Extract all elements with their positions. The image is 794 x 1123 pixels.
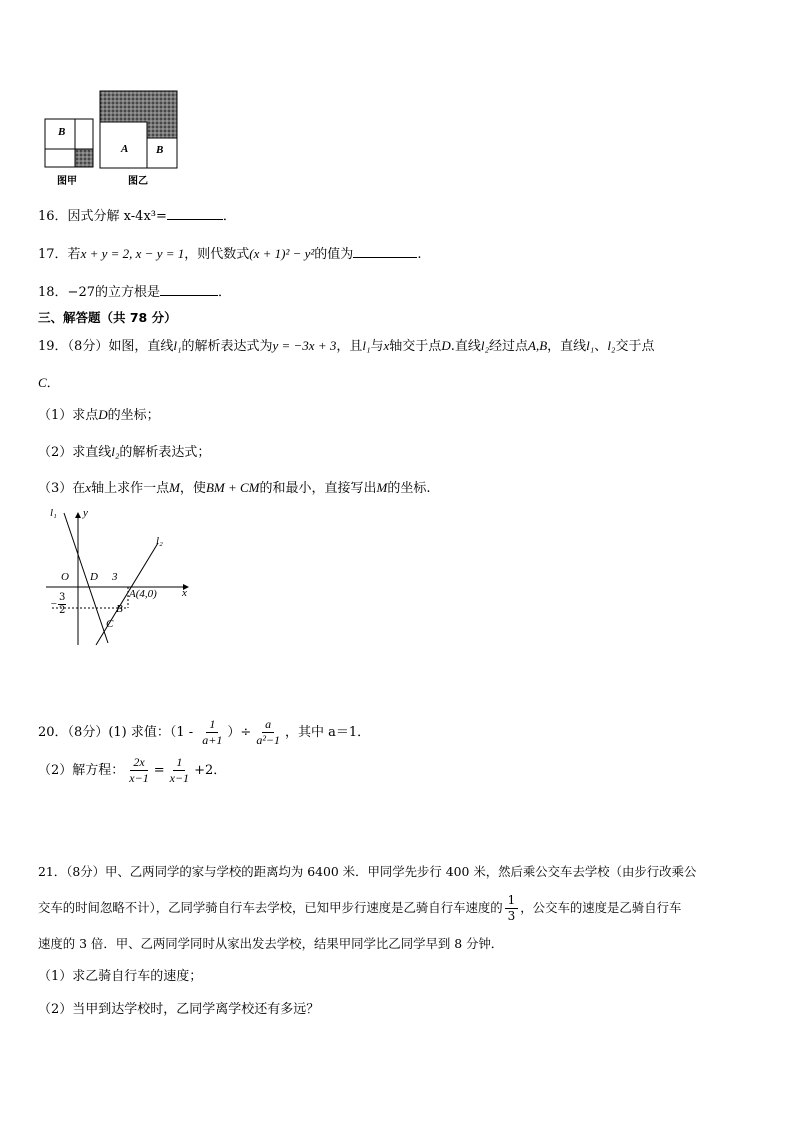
q19-c: C bbox=[38, 375, 47, 390]
q20-f4-den: x−1 bbox=[169, 771, 190, 785]
graph-fraction bbox=[58, 592, 66, 617]
graph-a-label: A(4,0) bbox=[129, 588, 157, 600]
graph-frac-num: 3 bbox=[59, 592, 66, 603]
graph-minus-label: − bbox=[50, 598, 58, 610]
question-17 bbox=[38, 243, 421, 265]
q17-answer-blank[interactable] bbox=[353, 243, 417, 258]
q20-f3-den: x−1 bbox=[129, 771, 149, 785]
q19-stem-f: .直线 bbox=[450, 339, 481, 354]
q19-part3-sum: BM + CM bbox=[205, 480, 260, 495]
q19-x: x bbox=[383, 338, 390, 353]
question-19-part-2 bbox=[38, 442, 210, 463]
q20-f1-den: a+1 bbox=[202, 733, 223, 747]
q20-line2-a: （2）解方程： bbox=[38, 763, 125, 778]
graph-3-label: 3 bbox=[112, 571, 118, 583]
graph-frac-den: 2 bbox=[59, 605, 66, 616]
q16-text: 因式分解 x-4x³= bbox=[67, 209, 167, 224]
q19-part3-a: （3）在 bbox=[38, 481, 86, 496]
q18-text: −27的立方根是 bbox=[67, 285, 160, 300]
question-16 bbox=[38, 205, 236, 227]
question-19-part-1 bbox=[38, 405, 160, 426]
question-21-line-3: 速度的 3 倍．甲、乙两同学同时从家出发去学校，结果甲同学比乙同学早到 8 分钟． bbox=[38, 936, 504, 951]
q17-mid: ，则代数式 bbox=[184, 247, 250, 262]
q20-fraction-4 bbox=[167, 755, 192, 786]
q19-part3-e: 的坐标. bbox=[387, 481, 431, 496]
q21-fraction bbox=[505, 893, 519, 924]
q17-end: . bbox=[417, 247, 422, 262]
question-19-stem-cont bbox=[38, 373, 60, 394]
line-l1 bbox=[64, 513, 108, 643]
q18-answer-blank[interactable] bbox=[160, 281, 218, 296]
q21-frac-num: 1 bbox=[505, 893, 519, 909]
q17-expression: (x + 1)² − y² bbox=[249, 246, 315, 261]
question-20-part-1 bbox=[38, 716, 370, 750]
q16-number: 16． bbox=[38, 209, 68, 224]
q20-f2-den: a²−1 bbox=[256, 733, 281, 747]
q19-stem-e: 轴交于点 bbox=[389, 339, 442, 354]
q19-stem-g: 经过点 bbox=[488, 339, 528, 354]
q19-l1-2: l₁ bbox=[362, 338, 371, 353]
q19-ab: A,B bbox=[528, 338, 548, 353]
q18-number: 18． bbox=[38, 285, 68, 300]
q19-part3-m2: M bbox=[376, 480, 388, 495]
q19-part2-b: 的解析表达式； bbox=[119, 445, 211, 460]
q19-part1-d: D bbox=[98, 407, 108, 422]
q19-part2-a: （2）求直线 bbox=[38, 445, 112, 460]
question-20-part-2 bbox=[38, 754, 226, 788]
question-19-stem bbox=[38, 336, 654, 357]
q20-f3-num: 2x bbox=[130, 755, 147, 771]
q21-line2-b: ，公交车的速度是乙骑自行车 bbox=[520, 900, 682, 915]
figure-jia-caption: 图甲 bbox=[57, 176, 77, 187]
question-18 bbox=[38, 281, 231, 303]
q19-part1-b: 的坐标； bbox=[107, 408, 160, 423]
q19-stem-k: ． bbox=[46, 376, 60, 391]
q20-f4-num: 1 bbox=[173, 755, 185, 771]
q17-number: 17． bbox=[38, 247, 68, 262]
graph-l1-label: l₁ bbox=[50, 507, 57, 519]
question-21-line-1: 21．（8分）甲、乙两同学的家与学校的距离均为 6400 米．甲同学先步行 400 米，然后乘公交车去学校（由步行改乘公 bbox=[38, 864, 697, 879]
question-21-part-2: （2）当甲到达学校时，乙同学离学校还有多远？ bbox=[38, 1002, 320, 1017]
graph-y-label: y bbox=[83, 507, 88, 519]
q17-prefix: 若 bbox=[67, 247, 81, 262]
q19-stem-c: ，且 bbox=[336, 339, 363, 354]
q20-fraction-1 bbox=[199, 717, 225, 748]
q16-answer-blank[interactable] bbox=[167, 205, 223, 220]
q20-fraction-2 bbox=[253, 717, 283, 748]
q19-part2-l2: l₂ bbox=[111, 444, 120, 459]
figure-jia-shaded bbox=[76, 150, 93, 167]
q19-part3-x: x bbox=[85, 480, 92, 495]
q19-part1-a: （1）求点 bbox=[38, 408, 99, 423]
question-21-line-2 bbox=[38, 891, 681, 925]
q19-graph bbox=[36, 505, 196, 650]
question-19-part-3 bbox=[38, 478, 430, 499]
q19-stem-i: 、 bbox=[594, 339, 608, 354]
q20-line2-b: +2． bbox=[194, 763, 227, 778]
q19-stem-b: 的解析表达式为 bbox=[181, 339, 273, 354]
graph-d-label: D bbox=[90, 571, 98, 583]
q19-part3-c: ，使 bbox=[179, 481, 206, 496]
graph-c-label: C bbox=[106, 618, 114, 630]
question-21-part-1: （1）求乙骑自行车的速度； bbox=[38, 969, 203, 984]
graph-l2-label: l₂ bbox=[156, 535, 163, 547]
figure-top bbox=[40, 86, 190, 188]
graph-o-label: O bbox=[61, 571, 69, 583]
q19-l1-3: l₁ bbox=[586, 338, 595, 353]
q20-f1-num: 1 bbox=[206, 717, 218, 733]
q19-part3-b: 轴上求作一点 bbox=[91, 481, 170, 496]
q19-stem-d: 与 bbox=[370, 339, 384, 354]
cell-a-label: A bbox=[121, 143, 129, 155]
q19-part3-m: M bbox=[169, 480, 180, 495]
graph-x-label: x bbox=[182, 587, 187, 599]
q20-f2-num: a bbox=[262, 717, 274, 733]
section-3-heading: 三、解答题（共 78 分） bbox=[38, 310, 177, 325]
q20-line1-c: ，其中 a＝1． bbox=[285, 725, 371, 740]
q16-end: ． bbox=[222, 209, 236, 224]
q19-l1: l₁ bbox=[173, 338, 182, 353]
q20-line1-b: ）÷ bbox=[227, 725, 252, 740]
q20-equals: = bbox=[153, 763, 165, 778]
cell-b-small-label: B bbox=[58, 126, 66, 138]
q20-line1-a: 20．（8分）(1) 求值：（1 - bbox=[38, 725, 194, 740]
q19-equation: y = −3x + 3 bbox=[272, 338, 337, 353]
q19-stem-j: 交于点 bbox=[615, 339, 655, 354]
q18-end: ． bbox=[217, 285, 231, 300]
q21-line2-a: 交车的时间忽略不计），乙同学骑自行车去学校，已知甲步行速度是乙骑自行车速度的 bbox=[38, 900, 503, 915]
figure-yi-caption: 图乙 bbox=[128, 176, 148, 187]
q19-l2-2: l₂ bbox=[607, 338, 616, 353]
q17-suffix: 的值为 bbox=[314, 247, 354, 262]
q21-frac-den: 3 bbox=[507, 909, 516, 923]
cell-b-label: B bbox=[156, 144, 164, 156]
q19-part3-d: 的和最小，直接写出 bbox=[259, 481, 377, 496]
graph-b-label: B bbox=[116, 603, 123, 615]
q17-condition: x + y = 2, x − y = 1 bbox=[80, 246, 185, 261]
q19-stem-h: ，直线 bbox=[547, 339, 587, 354]
q19-l2: l₂ bbox=[480, 338, 489, 353]
q19-d: D bbox=[441, 338, 451, 353]
q20-fraction-3 bbox=[126, 755, 151, 786]
q19-stem-a: 19．（8分）如图，直线 bbox=[38, 339, 174, 354]
